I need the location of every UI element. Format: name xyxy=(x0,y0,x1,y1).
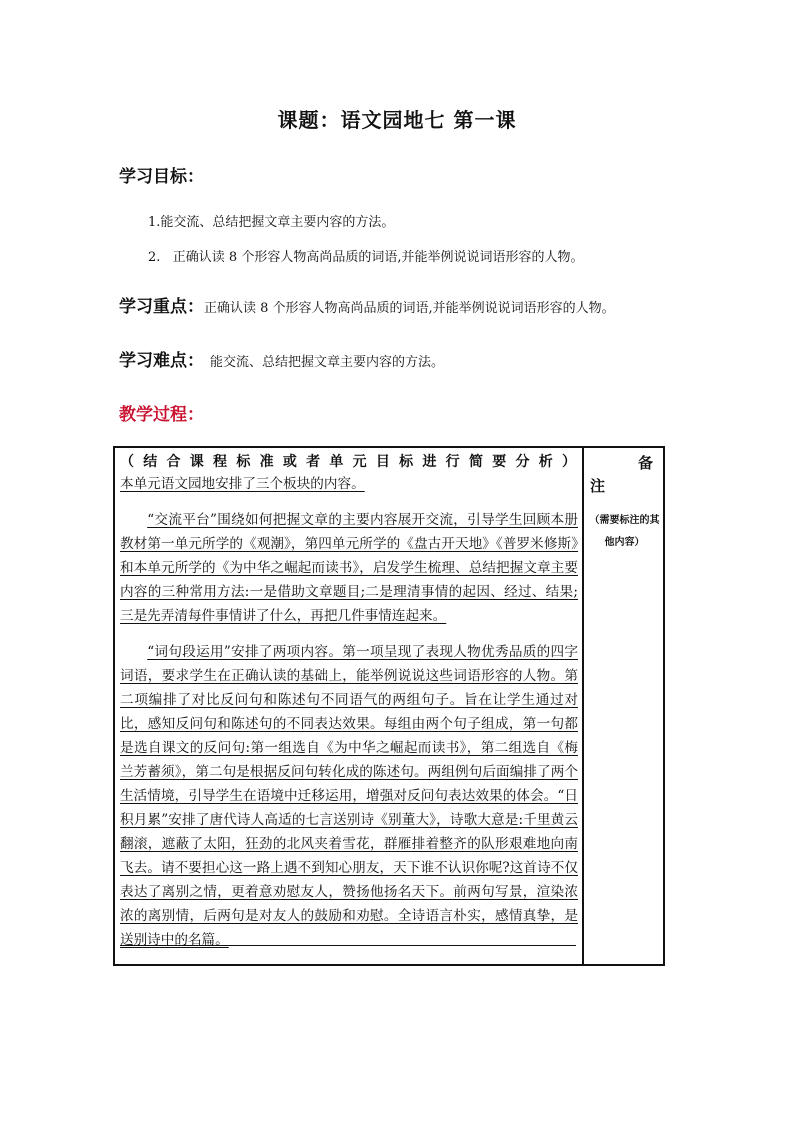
analysis-header: （结合课程标准或者单元目标进行简要分析） xyxy=(120,454,578,470)
analysis-column xyxy=(120,448,578,952)
remarks-label-2: 注 xyxy=(590,477,606,495)
intro-paragraph: 本单元语文园地安排了三个板块的内容。 xyxy=(120,476,365,492)
difficulty-heading: 学习难点： xyxy=(119,351,204,371)
objective-item-2: 2. 正确认读 8 个形容人物高尚品质的词语,并能举例说说词语形容的人物。 xyxy=(148,250,584,265)
objectives-heading: 学习目标： xyxy=(119,167,204,187)
page-title: 课题：语文园地七 第一课 xyxy=(277,108,517,132)
difficulty xyxy=(119,346,444,371)
teaching-process-table xyxy=(113,446,665,966)
key-point-text: 正确认读 8 个形容人物高尚品质的词语,并能举例说说词语形容的人物。 xyxy=(204,301,615,316)
word-sentence-paragraph: “词句段运用”安排了两项内容。第一项呈现了表现人物优秀品质的四字词语，要求学生在正确认读的基础上，能举例说说这些词语形容的人物。第二项编排了对比反问句和陈述句不同语气的两组句子。旨在让学生通过对比，感知反问句和陈述句的不同表达效果。每组由两个句子组成，第一句都是选自课文的反问句:第一组选自《为中华之崛起而读书》，第二组选自《梅兰芳蓄须》，第二句是根据反问句转化成的陈述句。两组例句后面编排了两个生活情境，引导学生在语境中迁移运用，增强对反问句表达效果的体会。“日积月累”安排了唐代诗人高适的七言送别诗《别董大》，诗歌大意是:千里黄云翻滚，遮蔽了太阳，狂劲的北风夹着雪花，群雁排着整齐的队形艰难地向南飞去。请不要担心这一路上遇不到知心朋友，天下谁不认识你呢?这首诗不仅表达了离别之情，更着意劝慰友人，赞扬他扬名天下。前两句写景，渲染浓浓的离别情，后两句是对友人的鼓励和劝慰。全诗语言朴实，感情真挚，是送别诗中的名篇。 xyxy=(120,644,578,948)
exchange-platform-paragraph: “交流平台”围绕如何把握文章的主要内容展开交流，引导学生回顾本册教材第一单元所学的《观潮》，第四单元所学的《盘古开天地》《普罗米修斯》和本单元所学的《为中华之崛起而读书》，启发学生梳理、总结把握文章主要内容的三种常用方法:一是借助文章题目;二是理清事情的起因、经过、结果;三是先弄清每件事情讲了什么，再把几件事情连起来。 xyxy=(120,512,578,624)
key-point-heading: 学习重点： xyxy=(119,297,204,317)
difficulty-text: 能交流、总结把握文章主要内容的方法。 xyxy=(210,355,445,370)
process-heading: 教学过程： xyxy=(119,405,204,425)
remarks-column xyxy=(586,448,663,554)
bottom-rule xyxy=(120,945,576,946)
column-divider xyxy=(582,448,584,964)
objective-item-1: 1.能交流、总结把握文章主要内容的方法。 xyxy=(148,215,395,230)
remarks-label-1: 备 xyxy=(637,454,653,472)
key-point xyxy=(119,292,615,317)
remarks-note: （需要标注的其他内容） xyxy=(589,515,660,548)
